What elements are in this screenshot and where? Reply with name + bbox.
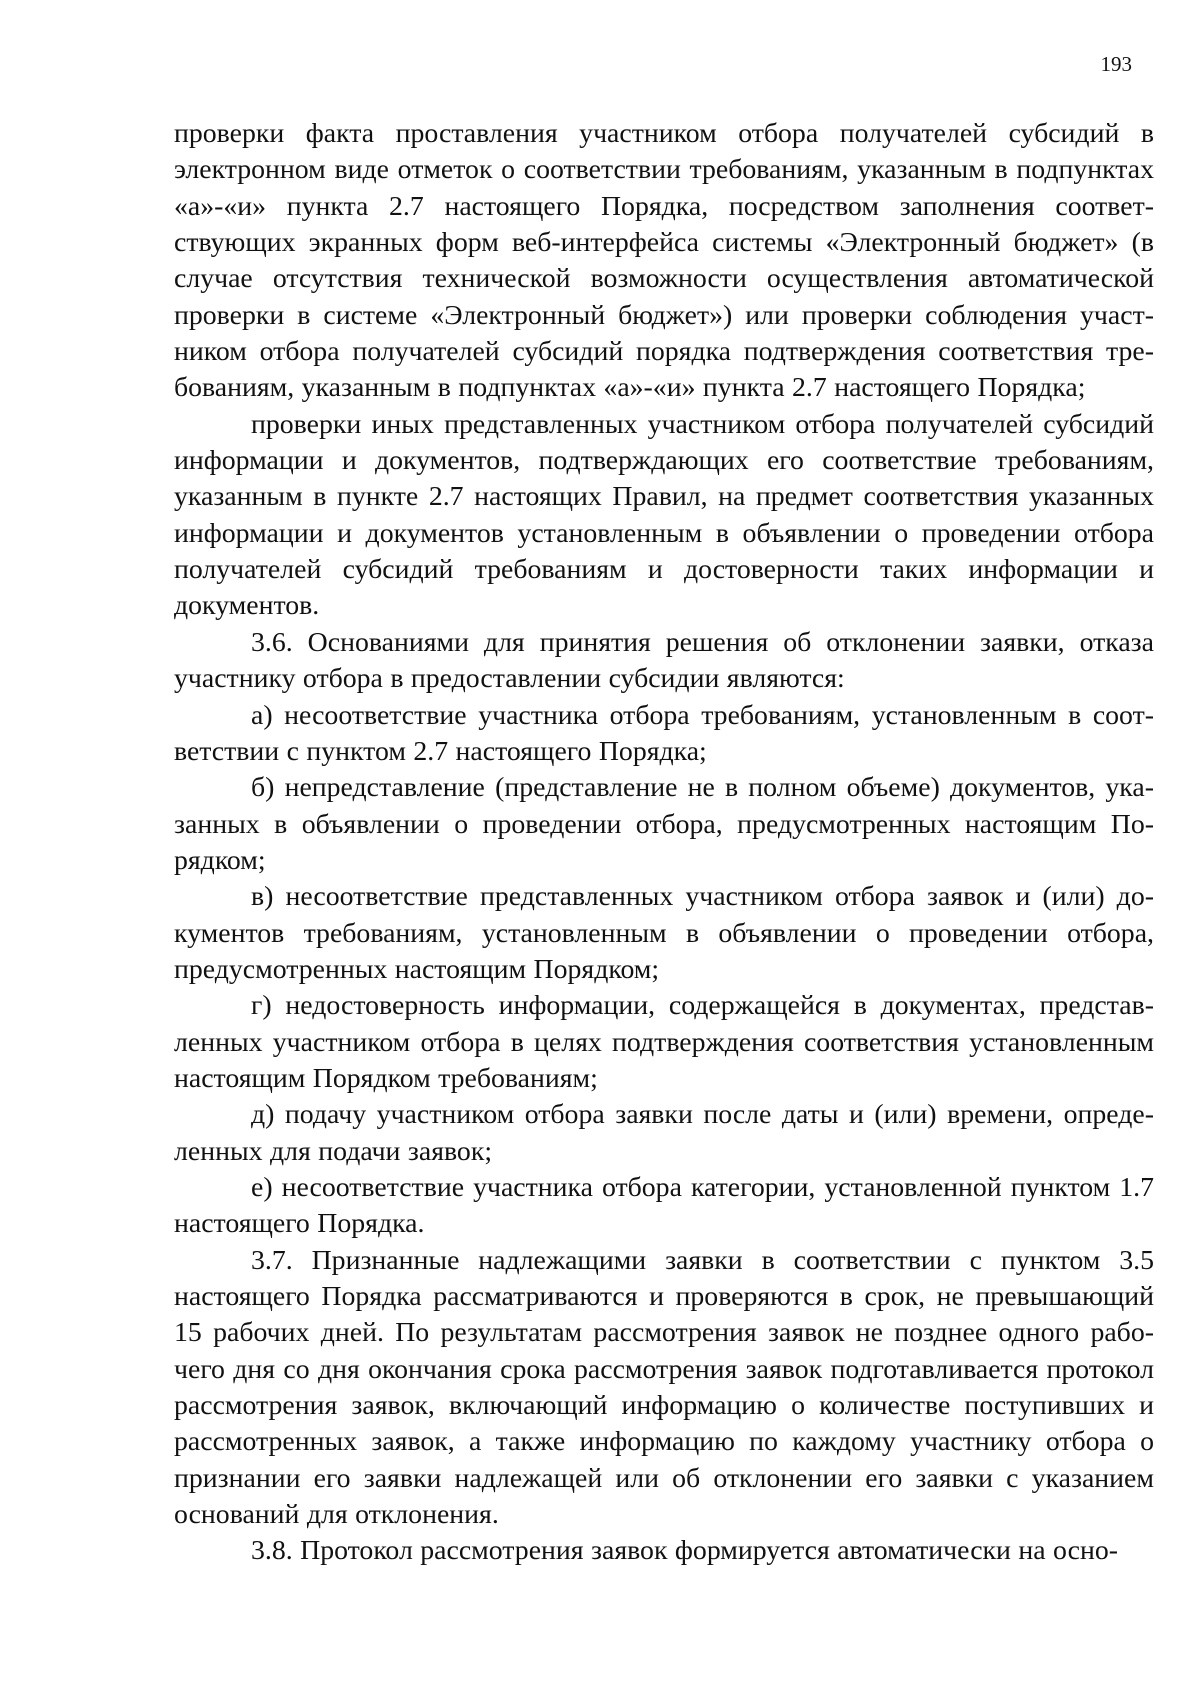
list-item: а) несоответствие участника отбора требованиям, установленным в соответствии с пунктом 2.7 настоящего Порядка; [174,699,1154,767]
document-body [174,116,1154,1570]
list-item: б) непредставление (представление не в полном объеме) документов, указанных в объявлении о проведении отбора, предусмотренных настоящим Порядком; [174,772,1154,876]
list-item: г) недостоверность информации, содержащейся в документах, представленных участником отбора в целях подтверждения соответствия установленным настоящим Порядком требованиям; [174,990,1154,1094]
paragraph: 3.6. Основаниями для принятия решения об отклонении заявки, отказа участнику отбора в предоставлении субсидии являются: [174,626,1154,695]
paragraph: проверки иных представленных участником отбора получателей субсидий информации и документов, подтверждающих его соответствие требованиям, указанным в пункте 2.7 настоящих Правил, на предмет соответствия указанных информации и документов установленным в объявлении о проведении отбора получателей субсидий требованиям и достоверности таких информации и документов. [174,408,1154,622]
paragraph: 3.8. Протокол рассмотрения заявок формируется автоматически на осно- [251,1535,1118,1567]
list-item: е) несоответствие участника отбора категории, установленной пунктом 1.7 настоящего Порядка. [174,1171,1154,1240]
list-item: д) подачу участником отбора заявки после даты и (или) времени, определенных для подачи заявок; [174,1099,1154,1167]
paragraph: проверки факта проставления участником отбора получателей субсидий в электронном виде отметок о соответствии требованиям, указанным в подпунктах «а»-«и» пункта 2.7 настоящего Порядка, посредством заполнения соответствующих экранных форм веб-интерфейса системы «Электронный бюджет» (в случае отсутствия технической возможности осуществления автоматической проверки в системе «Электронный бюджет») или проверки соблюдения участником отбора получателей субсидий порядка подтверждения соответствия требованиям, указанным в подпунктах «а»-«и» пункта 2.7 настоящего Порядка; [174,118,1154,404]
list-item: в) несоответствие представленных участником отбора заявок и (или) документов требованиям, установленным в объявлении о проведении отбора, предусмотренных настоящим Порядком; [174,881,1154,985]
paragraph: 3.7. Признанные надлежащими заявки в соответствии с пунктом 3.5 настоящего Порядка рассматриваются и проверяются в срок, не превышающий 15 рабочих дней. По результатам рассмотрения заявок не позднее одного рабочего дня со дня окончания срока рассмотрения заявок подготавливается протокол рассмотрения заявок, включающий информацию о количестве поступивших и рассмотренных заявок, а также информацию по каждому участнику отбора о признании его заявки надлежащей или об отклонении его заявки с указанием оснований для отклонения. [174,1244,1154,1531]
page-number: 193 [1100,52,1132,76]
